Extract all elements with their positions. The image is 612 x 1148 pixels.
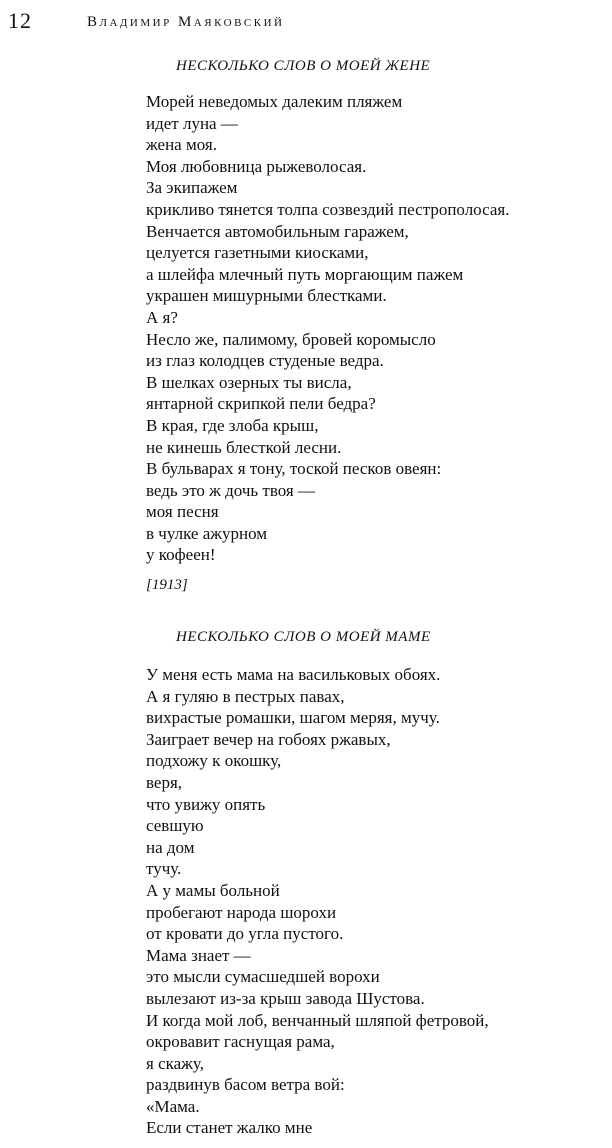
poem-line: севшую xyxy=(146,816,204,836)
poem-line: Мама знает — xyxy=(146,945,251,965)
poem-line: Моя любовница рыжеволосая. xyxy=(146,156,367,176)
poem-line: я скажу, xyxy=(146,1053,204,1073)
poem-line: крикливо тянется толпа созвездий пестрополосая. xyxy=(146,199,510,219)
poem-line: ведь это ж дочь твоя — xyxy=(146,480,315,500)
poem-line: И когда мой лоб, венчанный шляпой фетровой, xyxy=(146,1010,489,1030)
poem-line: вылезают из-за крыш завода Шустова. xyxy=(146,988,425,1008)
poem-line: А у мамы больной xyxy=(146,880,280,900)
poem-line: это мысли сумасшедшей ворохи xyxy=(146,967,380,987)
poem-line: в чулке ажурном xyxy=(146,523,268,543)
poem-line: идет луна — xyxy=(146,113,238,133)
poem-line: от кровати до угла пустого. xyxy=(146,924,344,944)
poem-line: янтарной скрипкой пели бедра? xyxy=(146,394,376,414)
poem-title: НЕСКОЛЬКО СЛОВ О МОЕЙ ЖЕНЕ xyxy=(176,58,431,74)
poem-line: А я? xyxy=(146,307,178,327)
page-number: 12 xyxy=(8,8,32,33)
poem-line: В бульварах я тону, тоской песков овеян: xyxy=(146,459,442,479)
poem-line: подхожу к окошку, xyxy=(146,751,282,771)
poem-line: Несло же, палимому, бровей коромысло xyxy=(146,329,436,349)
poem-body xyxy=(146,664,606,1139)
poem-line: раздвинув басом ветра вой: xyxy=(146,1075,345,1095)
poem-line: а шлейфа млечный путь моргающим пажем xyxy=(146,264,464,284)
poem-line: жена моя. xyxy=(146,135,217,155)
poem-line: целуется газетными киосками, xyxy=(146,243,369,263)
poem-line: В шелках озерных ты висла, xyxy=(146,372,352,392)
poem-line: «Мама. xyxy=(146,1096,200,1116)
poem-line: у кофеен! xyxy=(146,545,216,565)
running-head: Владимир Маяковский xyxy=(87,14,285,30)
poem-line: из глаз колодцев студеные ведра. xyxy=(146,351,384,371)
poem-line: Морей неведомых далеким пляжем xyxy=(146,92,403,111)
poem-line: не кинешь блесткой лесни. xyxy=(146,437,342,457)
poem-line: вихрастые ромашки, шагом меряя, мучу. xyxy=(146,708,440,728)
poem-line: на дом xyxy=(146,837,195,857)
poem-line: В края, где злоба крыш, xyxy=(146,415,319,435)
poem-line: окровавит гаснущая рама, xyxy=(146,1032,335,1052)
poem-date: [1913] xyxy=(146,577,188,593)
poem-line: украшен мишурными блестками. xyxy=(146,286,387,306)
poem-line: А я гуляю в пестрых павах, xyxy=(146,686,345,706)
poem-title: НЕСКОЛЬКО СЛОВ О МОЕЙ МАМЕ xyxy=(176,629,431,645)
poem-line: У меня есть мама на васильковых обоях. xyxy=(146,665,441,684)
poem-line: Если станет жалко мне xyxy=(146,1118,313,1138)
page-header xyxy=(8,8,604,38)
poem-line: моя песня xyxy=(146,502,219,522)
poem-line: веря, xyxy=(146,772,183,792)
poem-line: За экипажем xyxy=(146,178,238,198)
poem-body xyxy=(146,91,606,566)
poem-line: тучу. xyxy=(146,859,182,879)
poem-line: Заиграет вечер на гобоях ржавых, xyxy=(146,729,391,749)
poem-line: пробегают народа шорохи xyxy=(146,902,337,922)
poem-line: Венчается автомобильным гаражем, xyxy=(146,221,409,241)
poem-line: что увижу опять xyxy=(146,794,266,814)
